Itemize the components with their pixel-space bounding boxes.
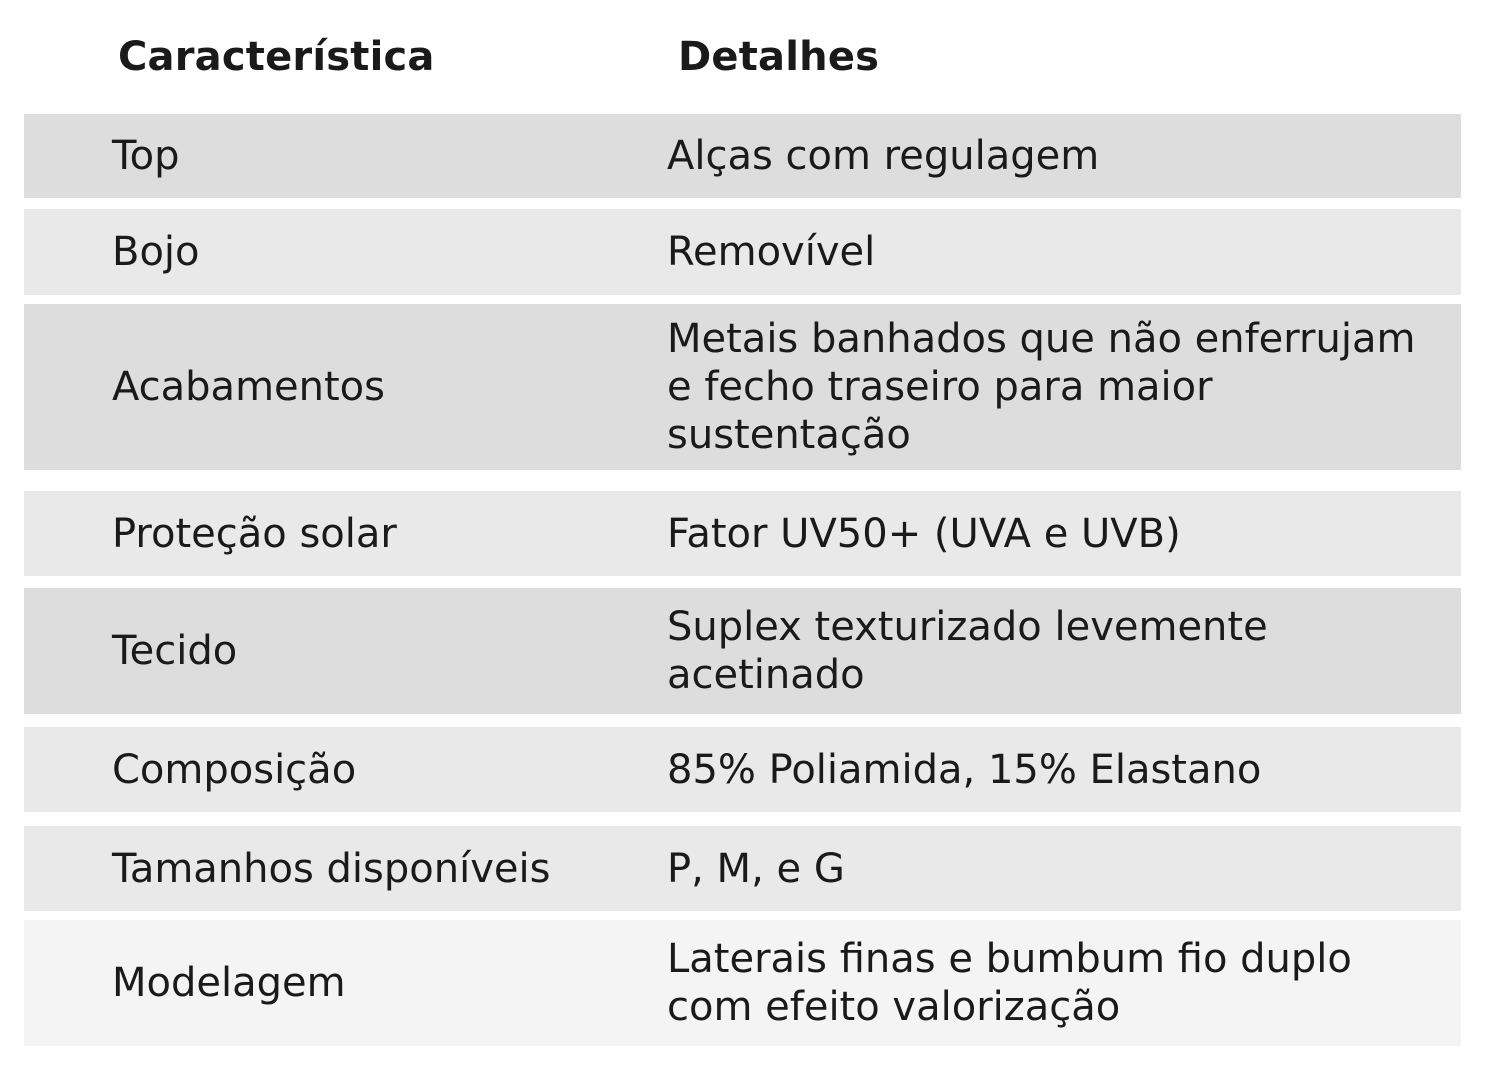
table-row [24, 491, 1461, 576]
row-value: Alças com regulagem [667, 133, 1100, 179]
table-row [24, 209, 1461, 295]
row-value: 85% Poliamida, 15% Elastano [667, 746, 1262, 793]
row-key: Composição [112, 746, 357, 793]
table-row [24, 727, 1461, 812]
row-key: Modelagem [112, 960, 346, 1006]
row-key: Bojo [112, 229, 200, 275]
table-row [24, 826, 1461, 911]
row-value: P, M, e G [667, 845, 845, 892]
row-value: Laterais finas e bumbum fio duplo com efeito valorização [667, 936, 1352, 1030]
table-row [24, 114, 1461, 198]
header-caracteristica: Característica [118, 34, 435, 80]
table-row [24, 588, 1461, 714]
row-key: Tecido [112, 628, 238, 674]
row-key: Acabamentos [112, 364, 385, 410]
table-row [24, 920, 1461, 1046]
row-key: Proteção solar [112, 510, 397, 557]
table-row [24, 304, 1461, 470]
row-value: Metais banhados que não enferrujam e fecho traseiro para maior sustentação [667, 316, 1416, 458]
row-value: Removível [667, 229, 876, 275]
row-key: Tamanhos disponíveis [112, 845, 551, 892]
row-value: Suplex texturizado levemente acetinado [667, 604, 1268, 698]
row-value: Fator UV50+ (UVA e UVB) [667, 510, 1181, 557]
row-key: Top [112, 133, 180, 179]
header-detalhes: Detalhes [678, 34, 880, 80]
